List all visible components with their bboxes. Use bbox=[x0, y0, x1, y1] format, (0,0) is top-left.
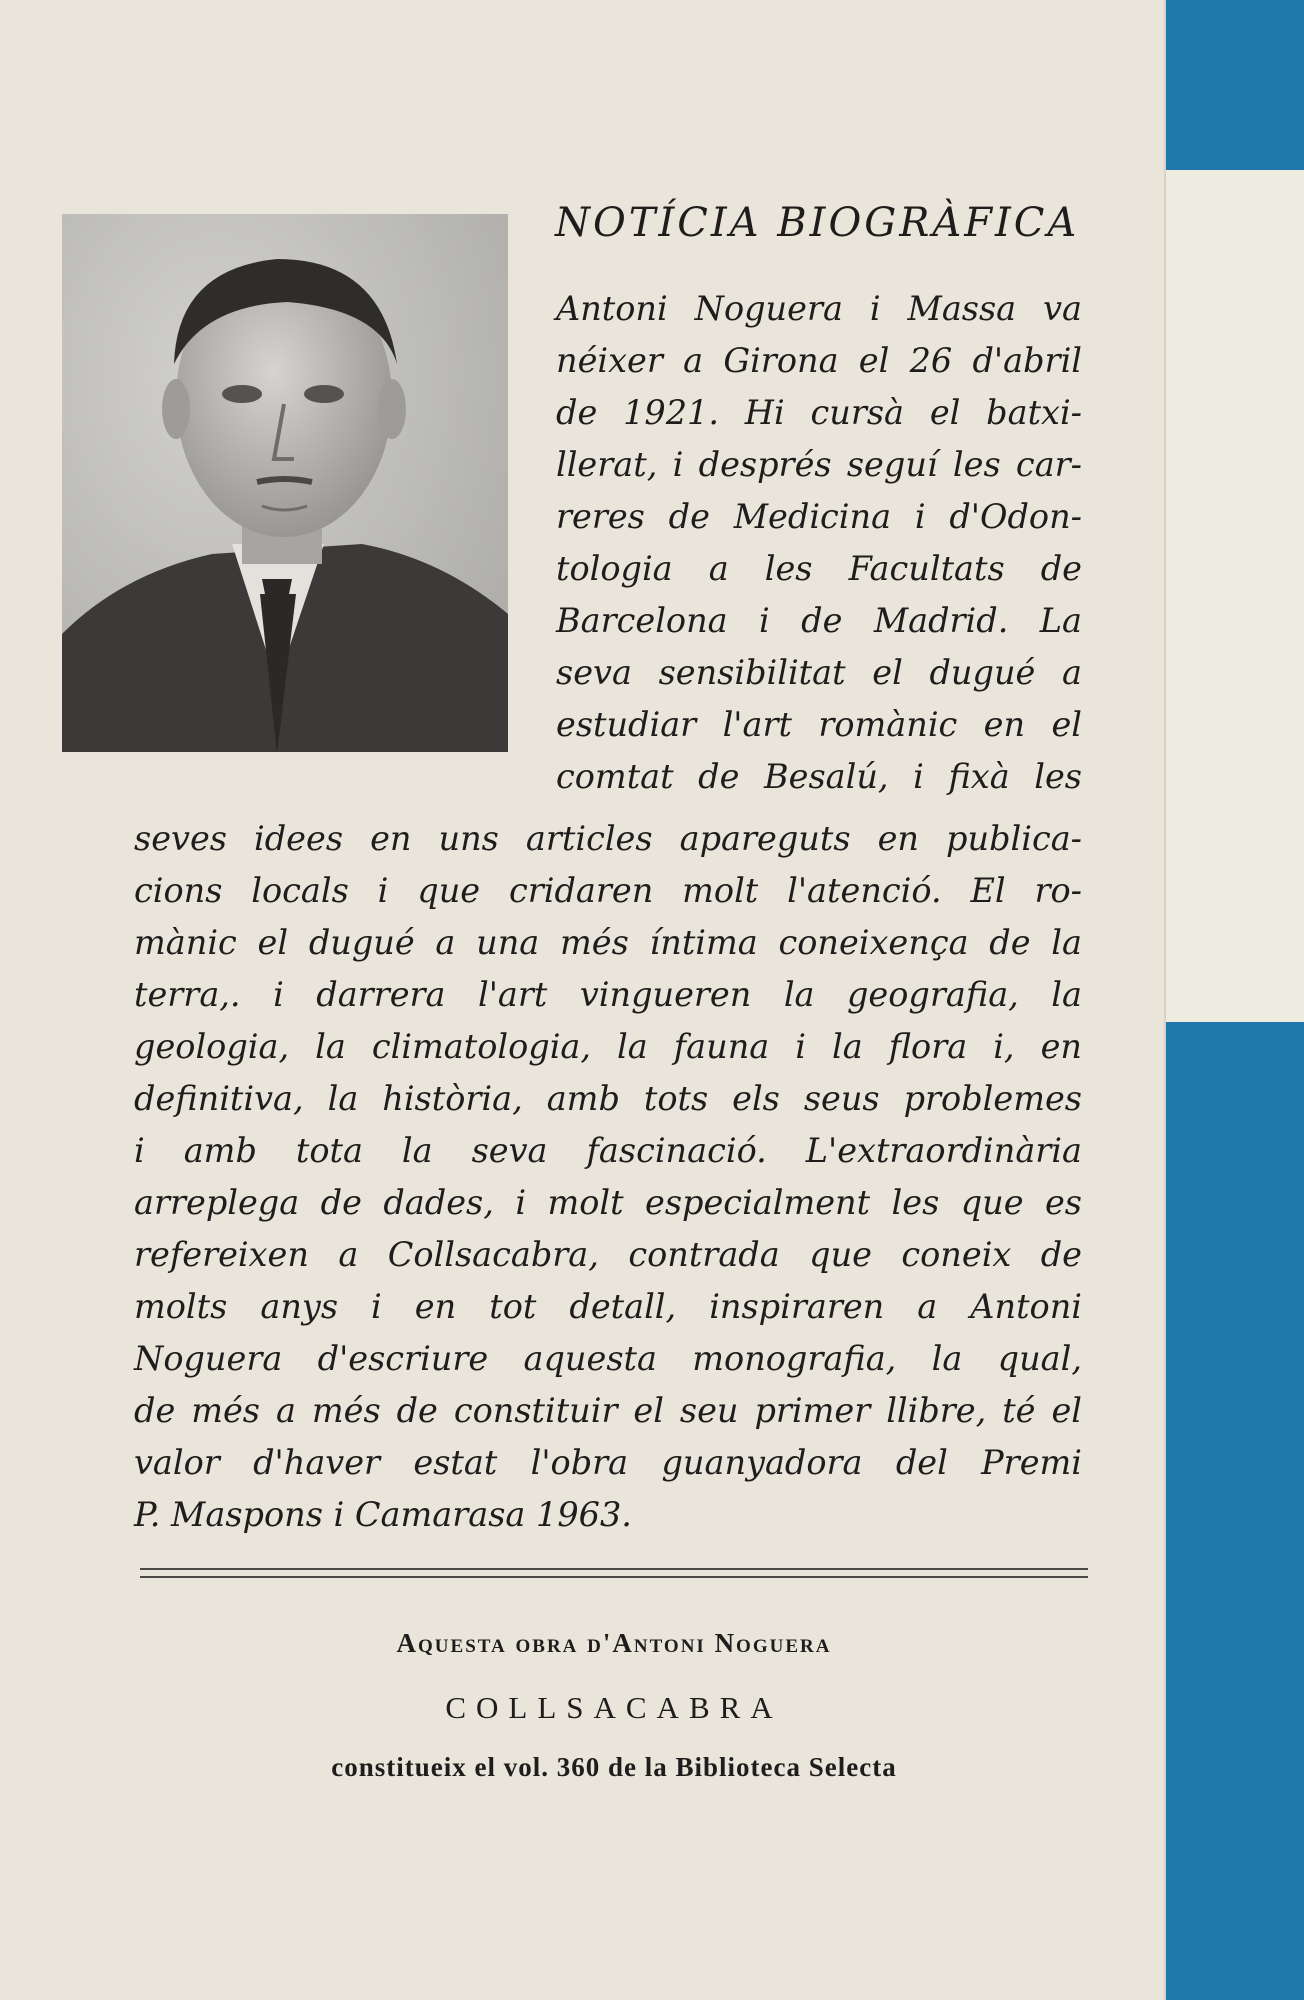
bio-line: Noguera d'escriure aquesta monografia, la qual, bbox=[134, 1339, 1082, 1378]
divider-rule bbox=[140, 1576, 1088, 1578]
portrait-image bbox=[62, 214, 508, 752]
bio-line: terra,. i darrera l'art vingueren la geografia, la bbox=[134, 975, 1082, 1014]
bio-line: Barcelona i de Madrid. La bbox=[556, 601, 1082, 640]
colophon-title: COLLSACABRA bbox=[445, 1690, 783, 1725]
bio-line: seves idees en uns articles apareguts en publica- bbox=[134, 819, 1082, 858]
bio-line: valor d'haver estat l'obra guanyadora del Premi bbox=[134, 1443, 1082, 1482]
divider-rule bbox=[140, 1568, 1088, 1570]
bio-line: mànic el dugué a una més íntima coneixença de la bbox=[134, 923, 1082, 962]
bio-line: definitiva, la història, amb tots els seus problemes bbox=[134, 1079, 1082, 1118]
colophon-line: Aquesta obra d'Antoni Noguera bbox=[396, 1628, 832, 1658]
bio-line: molts anys i en tot detall, inspiraren a Antoni bbox=[134, 1287, 1082, 1326]
bio-line: estudiar l'art romànic en el bbox=[556, 705, 1082, 744]
bio-line: seva sensibilitat el dugué a bbox=[556, 653, 1082, 692]
bio-line: i amb tota la seva fascinació. L'extraordinària bbox=[134, 1131, 1082, 1170]
bio-line: cions locals i que cridaren molt l'atenció. El ro- bbox=[134, 871, 1082, 910]
bio-line: néixer a Girona el 26 d'abril bbox=[556, 341, 1082, 380]
blue-band-top bbox=[1166, 0, 1304, 170]
bio-line: llerat, i després seguí les car- bbox=[556, 445, 1082, 484]
bio-line: geologia, la climatologia, la fauna i la flora i, en bbox=[134, 1027, 1082, 1066]
bio-line: tologia a les Facultats de bbox=[556, 549, 1082, 588]
bio-line: de 1921. Hi cursà el batxi- bbox=[556, 393, 1082, 432]
bio-line: comtat de Besalú, i fixà les bbox=[556, 757, 1082, 796]
colophon-volume: constitueix el vol. 360 de la Biblioteca Selecta bbox=[331, 1752, 897, 1782]
author-portrait bbox=[62, 214, 508, 752]
bio-line: Antoni Noguera i Massa va bbox=[556, 289, 1082, 328]
section-heading: NOTÍCIA BIOGRÀFICA bbox=[555, 200, 1080, 246]
bio-line: de més a més de constituir el seu primer llibre, té el bbox=[134, 1391, 1082, 1430]
bio-line: arreplega de dades, i molt especialment les que es bbox=[134, 1183, 1082, 1222]
bio-line: reres de Medicina i d'Odon- bbox=[556, 497, 1082, 536]
bio-line: P. Maspons i Camarasa 1963. bbox=[134, 1495, 632, 1534]
blue-band-bottom bbox=[1166, 1022, 1304, 2000]
bio-line: refereixen a Collsacabra, contrada que coneix de bbox=[134, 1235, 1082, 1274]
